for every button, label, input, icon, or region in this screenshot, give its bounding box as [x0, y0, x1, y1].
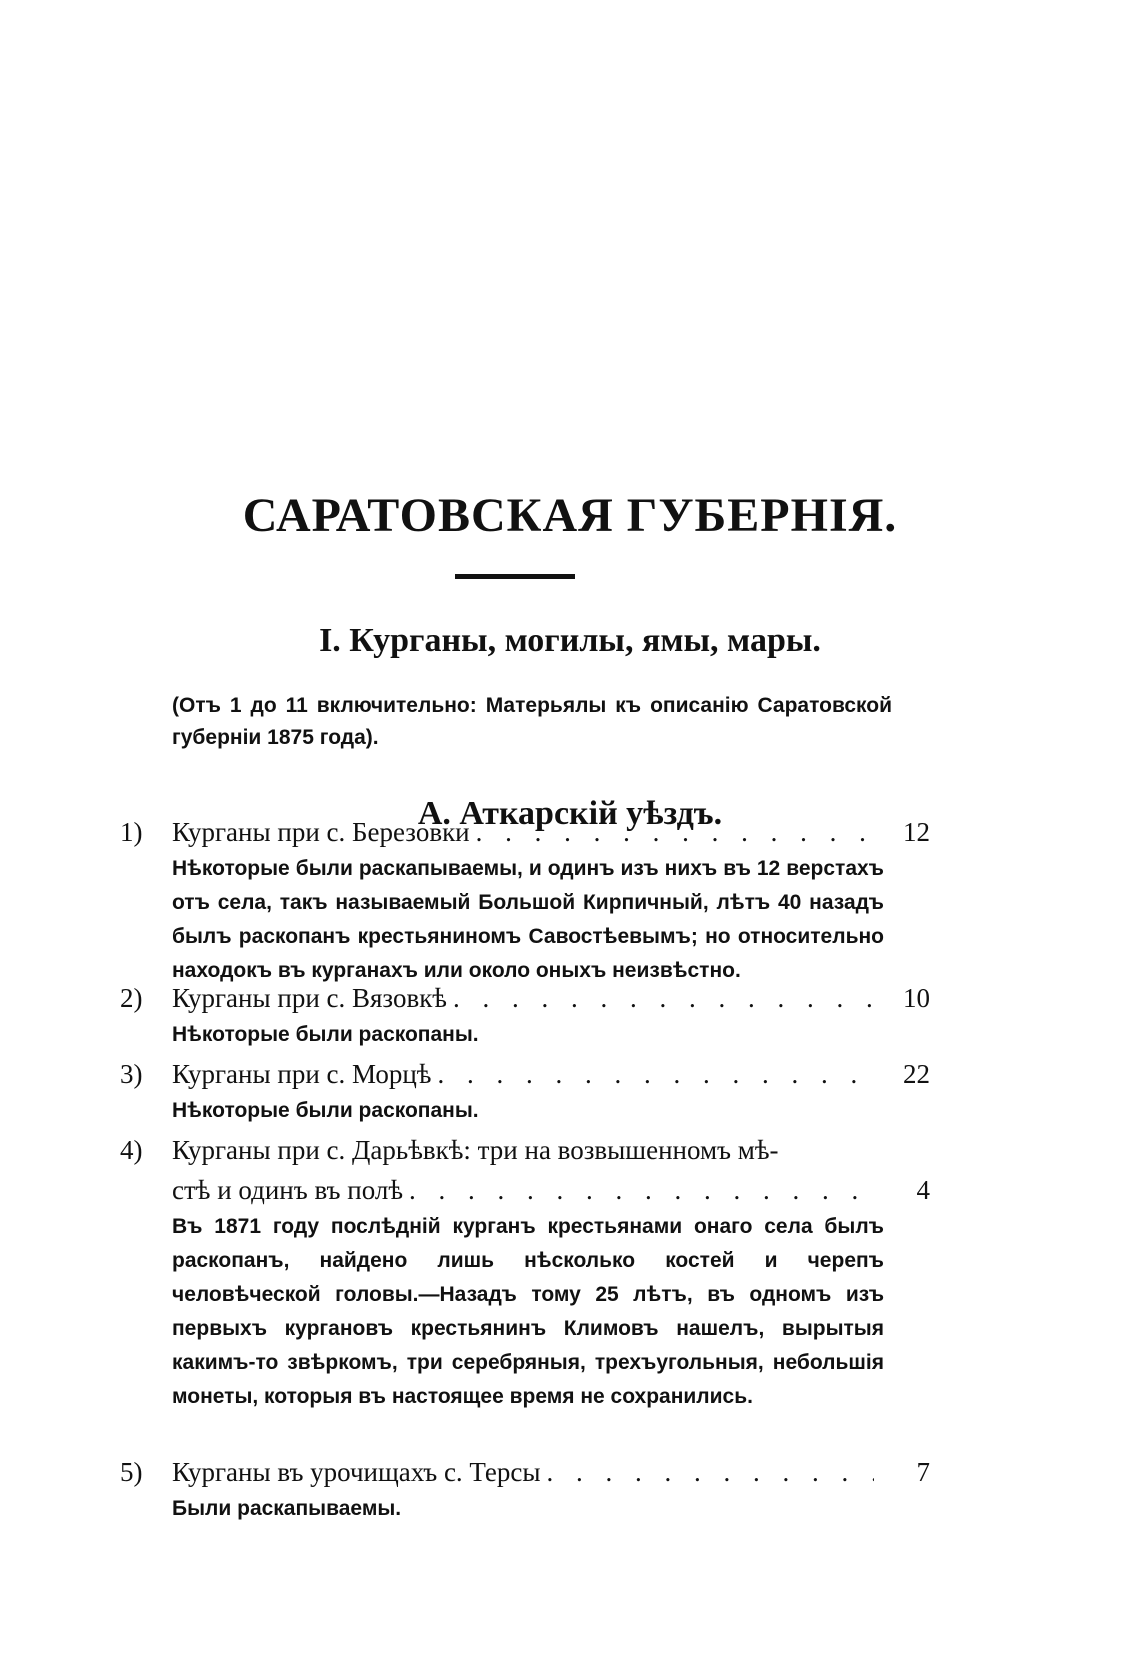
section-heading: I. Курганы, могилы, ямы, мары.	[319, 622, 821, 659]
entry-name: Курганы въ урочищахъ с. Терсы	[172, 1457, 541, 1487]
entry-description: Въ 1871 году послѣдній курганъ крестьянами онаго села былъ раскопанъ, найдено лишь нѣсколько костей и черепъ человѣческой головы.—Назадъ тому 25 лѣтъ, въ одномъ изъ первыхъ кургановъ крестьянинъ Климовъ нашелъ, вырытыя какимъ-то звѣркомъ, три серебряныя, трехъугольныя, небольшія монеты, которыя въ настоящее время не сохранились.	[172, 1215, 884, 1408]
entry-heading	[120, 978, 930, 1018]
leader-dots	[547, 1452, 874, 1492]
source-note: (Отъ 1 до 11 включительно: Матерьялы къ описанію Саратовской губерніи 1875 года).	[172, 694, 892, 749]
entry-count: 12	[903, 817, 930, 847]
entry-number: 3)	[120, 1059, 143, 1089]
leader-dots	[409, 1170, 874, 1210]
entry-heading	[120, 812, 930, 852]
entry-heading-line2	[120, 1170, 930, 1210]
leader-dots	[437, 1054, 874, 1094]
entry-count: 7	[916, 1457, 930, 1487]
entry-heading-line1	[120, 1130, 930, 1170]
entry-3	[120, 1054, 930, 1128]
entry-name: Курганы при с. Морцѣ	[172, 1059, 432, 1089]
page-title: САРАТОВСКАЯ ГУБЕРНІЯ.	[242, 489, 898, 542]
title-rule	[455, 574, 575, 579]
entry-heading	[120, 1452, 930, 1492]
entry-2	[120, 978, 930, 1052]
entry-description: Нѣкоторые были раскопаны.	[172, 1099, 479, 1122]
entry-name: Курганы при с. Вязовкѣ	[172, 983, 447, 1013]
entry-1	[120, 812, 930, 988]
district-heading: А. Аткарскій уѣздъ.	[417, 795, 723, 832]
entry-5	[120, 1452, 930, 1526]
entry-number: 4)	[120, 1135, 143, 1165]
entry-description: Нѣкоторые были раскапываемы, и одинъ изъ нихъ въ 12 верстахъ отъ села, такъ называемый Большой Кирпичный, лѣтъ 40 назадъ былъ раскопанъ крестьяниномъ Савостѣевымъ; но относительно находокъ въ курганахъ или около оныхъ неизвѣстно.	[172, 857, 884, 982]
entry-heading	[120, 1054, 930, 1094]
entry-description: Были раскапываемы.	[172, 1497, 402, 1520]
entry-4	[120, 1130, 930, 1414]
entry-number: 5)	[120, 1457, 143, 1487]
entry-description: Нѣкоторые были раскопаны.	[172, 1023, 479, 1046]
leader-dots	[476, 812, 874, 852]
entry-count: 4	[916, 1175, 930, 1205]
entry-count: 22	[903, 1059, 930, 1089]
entry-name: стѣ и одинъ въ полѣ	[172, 1175, 403, 1205]
entry-name: Курганы при с. Березовки	[172, 817, 470, 847]
entry-number: 1)	[120, 817, 143, 847]
entry-count: 10	[903, 983, 930, 1013]
entry-number: 2)	[120, 983, 143, 1013]
leader-dots	[453, 978, 874, 1018]
entry-name-line1: Курганы при с. Дарьѣвкѣ: три на возвышенномъ мѣ-	[172, 1135, 779, 1165]
